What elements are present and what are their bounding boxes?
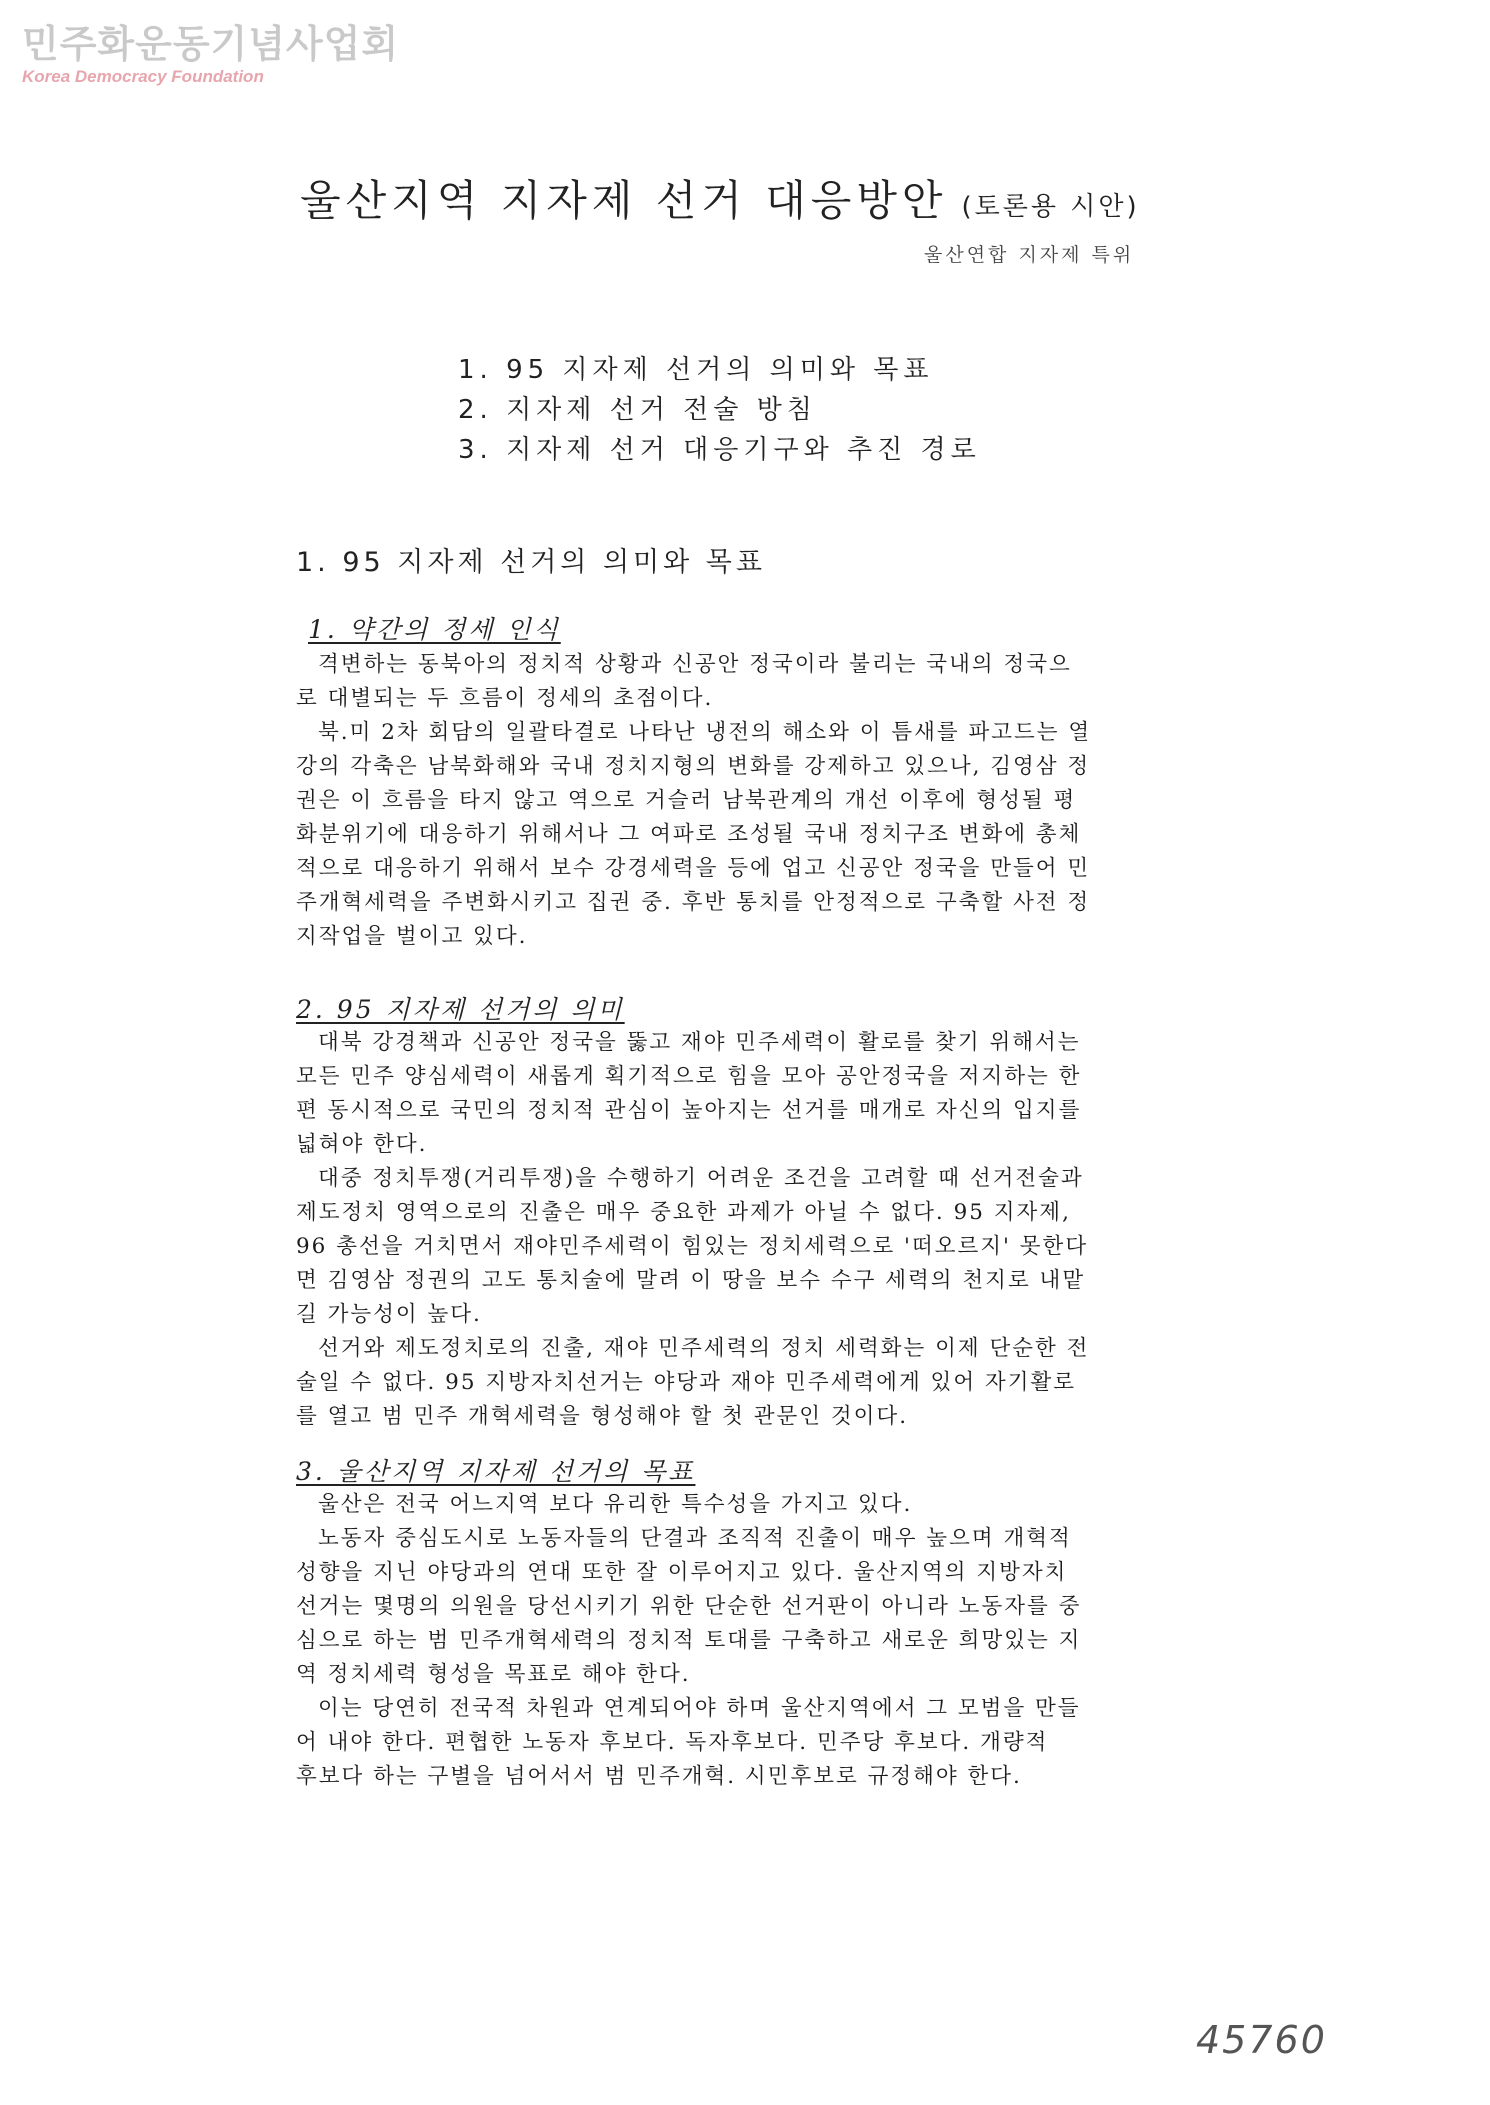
- body-line: 권은 이 흐름을 타지 않고 역으로 거슬러 남북관계의 개선 이후에 형성될 평: [296, 788, 1077, 813]
- watermark-logo: [22, 22, 399, 88]
- body-line: 면 김영삼 정권의 고도 통치술에 말려 이 땅을 보수 수구 세력의 천지로 내맡: [296, 1268, 1086, 1293]
- section-1-heading: 1. 95 지자제 선거의 의미와 목표: [296, 547, 766, 578]
- body-line: 울산은 전국 어느지역 보다 유리한 특수성을 가지고 있다.: [318, 1492, 913, 1517]
- body-line: 이는 당연히 전국적 차원과 연계되어야 하며 울산지역에서 그 모범을 만들: [318, 1696, 1081, 1721]
- subsection-1-body: [296, 648, 1196, 954]
- watermark-english: Korea Democracy Foundation: [22, 67, 264, 86]
- toc-item-2: 2. 지자제 선거 전술 방침: [458, 395, 817, 425]
- handwritten-page-number: 45760: [1196, 2018, 1327, 2062]
- body-line: 심으로 하는 범 민주개혁세력의 정치적 토대를 구축하고 새로운 희망있는 지: [296, 1628, 1082, 1653]
- body-line: 화분위기에 대응하기 위해서나 그 여파로 조성될 국내 정치구조 변화에 총체: [296, 822, 1082, 847]
- document-title: [300, 168, 1140, 228]
- subsection-3-heading: 3. 울산지역 지자제 선거의 목표: [296, 1457, 696, 1486]
- body-line: 선거는 몇명의 의원을 당선시키기 위한 단순한 선거판이 아니라 노동자를 중: [296, 1594, 1082, 1619]
- body-line: 96 총선을 거치면서 재야민주세력이 힘있는 정치세력으로 '떠오르지' 못한다: [296, 1234, 1089, 1259]
- body-line: 노동자 중심도시로 노동자들의 단결과 조직적 진출이 매우 높으며 개혁적: [318, 1526, 1072, 1551]
- body-line: 길 가능성이 높다.: [296, 1302, 482, 1327]
- title-subtitle: (토론용 시안): [961, 192, 1140, 222]
- body-line: 제도정치 영역으로의 진출은 매우 중요한 과제가 아닐 수 없다. 95 지자제,: [296, 1200, 1071, 1225]
- body-line: 넓혀야 한다.: [296, 1132, 428, 1157]
- body-line: 모든 민주 양심세력이 새롭게 획기적으로 힘을 모아 공안정국을 저지하는 한: [296, 1064, 1082, 1089]
- body-line: 대북 강경책과 신공안 정국을 뚫고 재야 민주세력이 활로를 찾기 위해서는: [318, 1030, 1081, 1055]
- body-line: 주개혁세력을 주변화시키고 집권 중. 후반 통치를 안정적으로 구축할 사전 정: [296, 890, 1091, 915]
- body-line: 역 정치세력 형성을 목표로 해야 한다.: [296, 1662, 691, 1687]
- body-line: 적으로 대응하기 위해서 보수 강경세력을 등에 업고 신공안 정국을 만들어 민: [296, 856, 1091, 881]
- subsection-1-heading: 1. 약간의 정세 인식: [308, 615, 561, 644]
- toc-item-3: 3. 지자제 선거 대응기구와 추진 경로: [458, 435, 981, 465]
- subsection-2-heading: 2. 95 지자제 선거의 의미: [296, 995, 625, 1024]
- body-line: 성향을 지닌 야당과의 연대 또한 잘 이루어지고 있다. 울산지역의 지방자치: [296, 1560, 1068, 1585]
- body-line: 지작업을 벌이고 있다.: [296, 924, 528, 949]
- body-line: 대중 정치투쟁(거리투쟁)을 수행하기 어려운 조건을 고려할 때 선거전술과: [318, 1166, 1084, 1191]
- body-line: 북.미 2차 회담의 일괄타결로 나타난 냉전의 해소와 이 틈새를 파고드는 열: [318, 720, 1092, 745]
- body-line: 를 열고 범 민주 개혁세력을 형성해야 할 첫 관문인 것이다.: [296, 1404, 909, 1429]
- body-line: 술일 수 없다. 95 지방자치선거는 야당과 재야 민주세력에게 있어 자기활로: [296, 1370, 1077, 1395]
- body-line: 후보다 하는 구별을 넘어서서 범 민주개혁. 시민후보로 규정해야 한다.: [296, 1764, 1022, 1789]
- body-line: 격변하는 동북아의 정치적 상황과 신공안 정국이라 불리는 국내의 정국으: [318, 652, 1072, 677]
- title-main: 울산지역 지자제 선거 대응방안: [300, 176, 948, 225]
- body-line: 어 내야 한다. 편협한 노동자 후보다. 독자후보다. 민주당 후보다. 개량적: [296, 1730, 1049, 1755]
- subsection-2-body: [296, 1026, 1196, 1434]
- table-of-contents: [458, 350, 981, 470]
- body-line: 선거와 제도정치로의 진출, 재야 민주세력의 정치 세력화는 이제 단순한 전: [318, 1336, 1090, 1361]
- body-line: 로 대별되는 두 흐름이 정세의 초점이다.: [296, 686, 714, 711]
- subsection-3-body: [296, 1488, 1196, 1794]
- watermark-korean: 민주화운동기념사업회: [22, 22, 400, 66]
- document-author: 울산연합 지자제 특위: [924, 244, 1135, 266]
- body-line: 강의 각축은 남북화해와 국내 정치지형의 변화를 강제하고 있으나, 김영삼 정: [296, 754, 1091, 779]
- toc-item-1: 1. 95 지자제 선거의 의미와 목표: [458, 355, 934, 385]
- body-line: 편 동시적으로 국민의 정치적 관심이 높아지는 선거를 매개로 자신의 입지를: [296, 1098, 1082, 1123]
